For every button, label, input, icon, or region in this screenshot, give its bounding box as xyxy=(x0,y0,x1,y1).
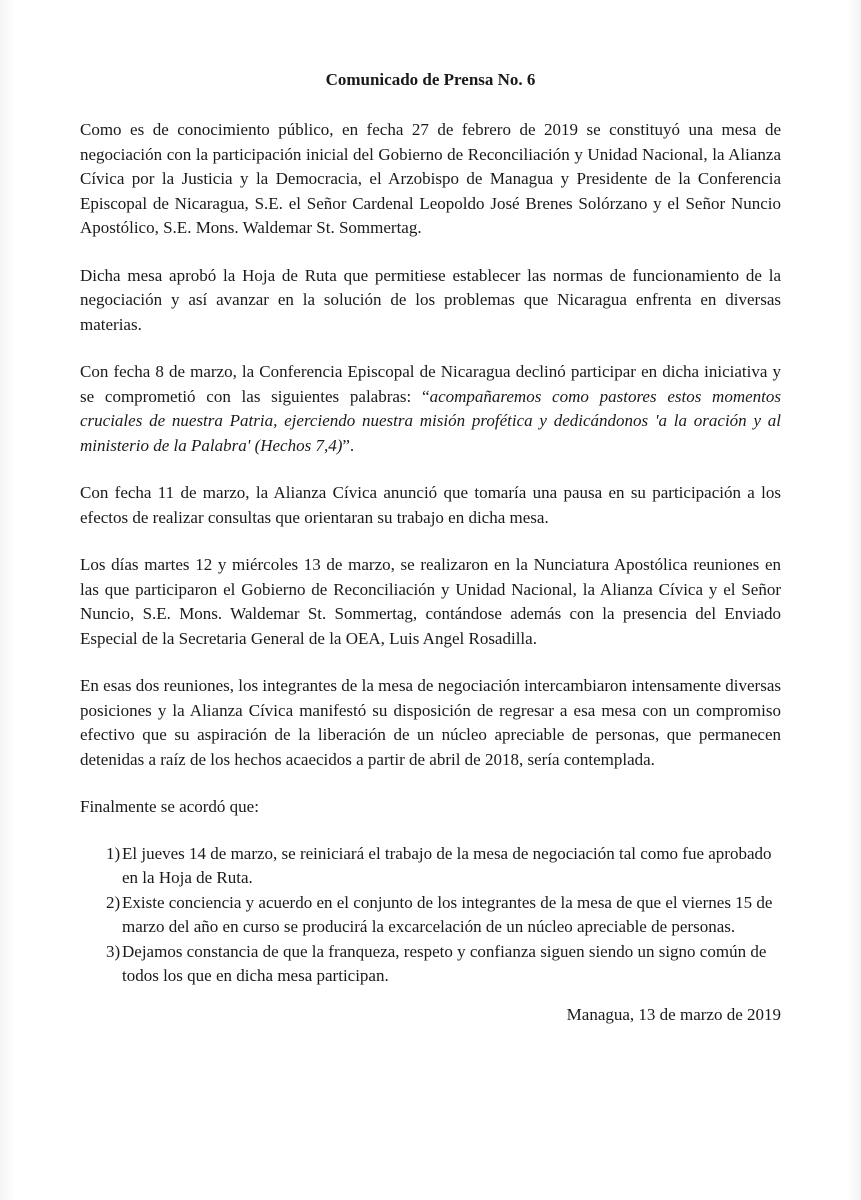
quote-intro: Con fecha 8 de marzo, la Conferencia Episcopal de Nicaragua declinó participar en dicha iniciativa y se comprometió con las siguientes palabras: “ xyxy=(80,362,781,406)
list-item xyxy=(80,940,781,989)
agreements-list xyxy=(80,842,781,989)
place-and-date: Managua, 13 de marzo de 2019 xyxy=(566,1004,781,1024)
list-item-text: Dejamos constancia de que la franqueza, respeto y confianza siguen siendo un signo común de todos los que en dicha mesa participan. xyxy=(122,941,767,985)
paragraph-nunciature-meetings: Los días martes 12 y miércoles 13 de marzo, se realizaron en la Nunciatura Apostólica reuniones en las que participaron el Gobierno de Reconciliación y Unidad Nacional, la Alianza Cívica y el Señor Nuncio, S.E. Mons. Waldemar St. Sommertag, contándose además con la presencia del Enviado Especial de la Secretaria General de la OEA, Luis Angel Rosadilla. xyxy=(80,555,781,648)
paragraph-roadmap: Dicha mesa aprobó la Hoja de Ruta que permitiese establecer las normas de funcionamiento de la negociación y así avanzar en la solución de los problemas que Nicaragua enfrenta en diversas materias. xyxy=(80,265,781,334)
paragraph-constitution: Como es de conocimiento público, en fecha 27 de febrero de 2019 se constituyó una mesa de negociación con la participación inicial del Gobierno de Reconciliación y Unidad Nacional, la Alianza Cívica por la Justicia y la Democracia, el Arzobispo de Managua y Presidente de la Conferencia Episcopal de Nicaragua, S.E. el Señor Cardenal Leopoldo José Brenes Solórzano y el Señor Nuncio Apostólico, S.E. Mons. Waldemar St. Sommertag. xyxy=(80,120,781,237)
list-item-number: 2) xyxy=(106,892,121,912)
list-item-number: 1) xyxy=(106,843,121,863)
list-item xyxy=(80,842,781,891)
list-item-number: 3) xyxy=(106,941,121,961)
list-item xyxy=(80,891,781,940)
paragraph-civic-alliance-pause: Con fecha 11 de marzo, la Alianza Cívica anunció que tomaría una pausa en su participación a los efectos de realizar consultas que orientaran su trabajo en dicha mesa. xyxy=(80,483,781,527)
quote-close: ”. xyxy=(342,435,355,455)
quote-text: acompañaremos como pastores estos momentos cruciales de nuestra Patria, ejerciendo nuestra misión profética y dedicándonos 'a la oración y al ministerio de la Palabra' (Hechos 7,4) xyxy=(80,386,781,455)
document-body xyxy=(80,68,781,1027)
list-item-text: El jueves 14 de marzo, se reiniciará el trabajo de la mesa de negociación tal como fue aprobado en la Hoja de Ruta. xyxy=(122,843,772,887)
paragraph-agreed-intro: Finalmente se acordó que: xyxy=(80,797,259,816)
list-item-text: Existe conciencia y acuerdo en el conjunto de los integrantes de la mesa de que el viernes 15 de marzo del año en curso se producirá la excarcelación de un núcleo apreciable de personas. xyxy=(122,892,773,936)
paragraph-negotiation-positions: En esas dos reuniones, los integrantes de la mesa de negociación intercambiaron intensamente diversas posiciones y la Alianza Cívica manifestó su disposición de regresar a esa mesa con un compromiso efectivo que su aspiración de la liberación de un núcleo apreciable de personas, que permanecen detenidas a raíz de los hechos acaecidos a partir de abril de 2018, sería contemplada. xyxy=(80,676,781,769)
document-title: Comunicado de Prensa No. 6 xyxy=(325,70,536,89)
paragraph-episcopal-conference xyxy=(80,360,781,458)
